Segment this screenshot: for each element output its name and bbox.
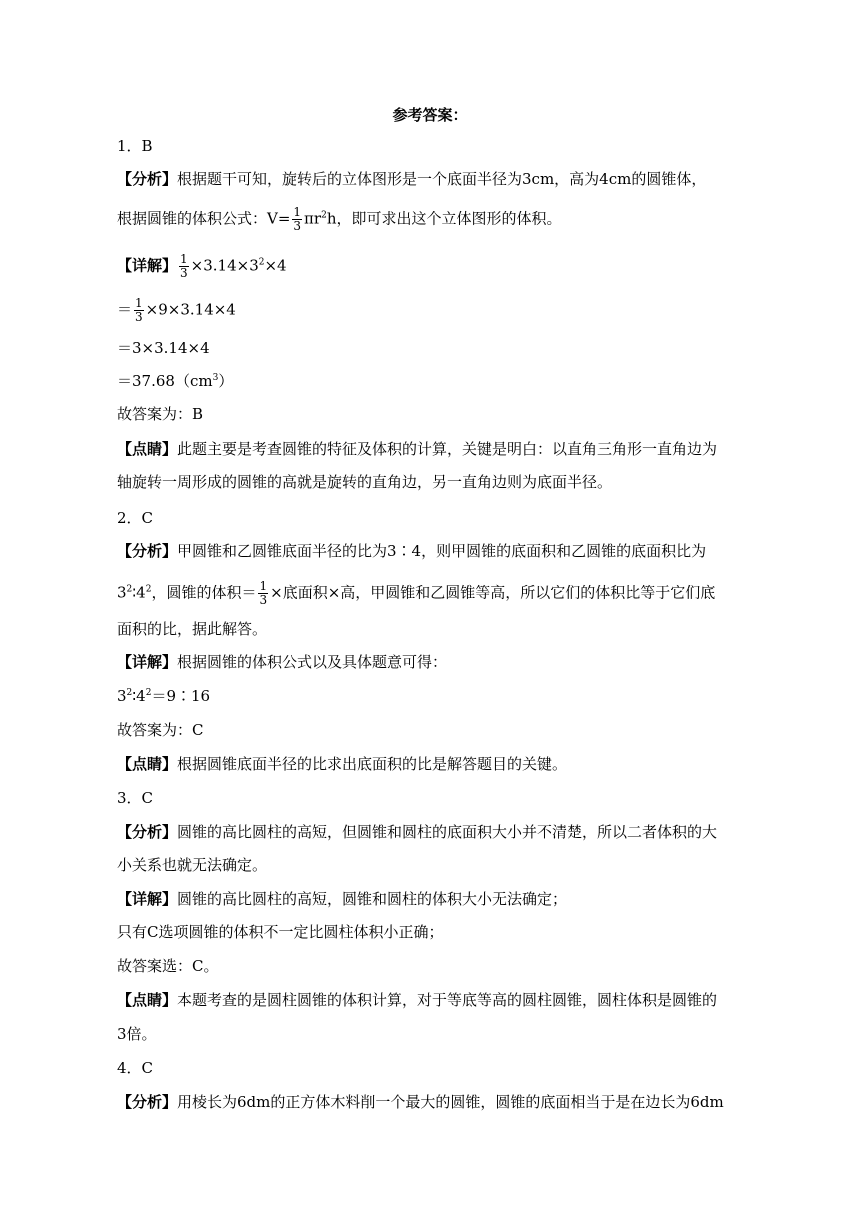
- fraction-numerator: 1: [135, 296, 143, 310]
- q2-comment-text-1: 根据圆锥底面半径的比求出底面积的比是解答题目的关键。: [177, 755, 568, 773]
- q2-detail-2a: 3: [117, 687, 127, 705]
- q2-analysis-2d: ×底面积×高，甲圆锥和乙圆锥等高，所以它们的体积比等于它们底: [270, 583, 716, 602]
- fraction-numerator: 1: [259, 579, 268, 593]
- q3-comment-line-1: [117, 990, 737, 1010]
- q2-analysis-text-1: 甲圆锥和乙圆锥底面半径的比为3∶4，则甲圆锥的底面积和乙圆锥的底面积比为: [177, 542, 707, 560]
- q1-answer: 故答案为：B: [117, 405, 204, 423]
- q3-comment-line-2: 3倍。: [117, 1025, 157, 1043]
- superscript: 2: [126, 688, 133, 698]
- q3-detail-line-2: 只有C选项圆锥的体积不一定比圆柱体积小正确；: [117, 923, 444, 941]
- page-title: 参考答案：: [392, 106, 468, 124]
- q3-detail-text-1: 圆锥的高比圆柱的高短，圆锥和圆柱的体积大小无法确定；: [177, 890, 568, 908]
- question-3-answer: 3．C: [117, 789, 154, 807]
- q2-analysis-line-2: [117, 580, 737, 607]
- q1-step-2-text: ×9×3.14×4: [145, 300, 236, 319]
- q2-analysis-2c: ，圆锥的体积＝: [151, 583, 257, 602]
- fraction-denominator: 3: [180, 266, 188, 280]
- q2-detail-line-1: [117, 652, 737, 672]
- fraction-denominator: 3: [259, 593, 268, 607]
- superscript: 2: [145, 584, 152, 595]
- q1-analysis-line-2: [117, 206, 737, 233]
- q4-analysis-line-1: [117, 1092, 737, 1112]
- fraction-numerator: 1: [293, 205, 302, 219]
- q1-detail-text-1b: ×4: [264, 256, 287, 275]
- q3-analysis-text-1: 圆锥的高比圆柱的高短，但圆锥和圆柱的底面积大小并不清楚，所以二者体积的大: [177, 823, 718, 841]
- analysis-tag: 【分析】: [117, 170, 178, 188]
- q2-analysis-line-1: [117, 541, 737, 561]
- q1-analysis-text-2c: h，即可求出这个立体图形的体积。: [326, 209, 562, 228]
- fraction-one-third: [258, 580, 268, 607]
- superscript: 2: [321, 210, 327, 221]
- q2-analysis-2b: ∶4: [132, 583, 146, 602]
- q1-detail-text-1a: ×3.14×3: [190, 256, 259, 275]
- q2-detail-2b: ∶4: [132, 687, 146, 705]
- detail-tag: 【详解】: [117, 890, 178, 908]
- fraction-denominator: 3: [293, 219, 302, 233]
- q1-analysis-text-2a: 根据圆锥的体积公式：V=: [117, 209, 291, 228]
- equals-sign: ＝: [117, 300, 133, 319]
- detail-tag: 【详解】: [117, 653, 178, 671]
- q1-step-4: [117, 371, 737, 391]
- q1-step-2: [117, 297, 737, 324]
- q1-comment-text-1: 此题主要是考查圆锥的特征及体积的计算，关键是明白：以直角三角形一直角边为: [177, 440, 718, 458]
- detail-tag: 【详解】: [117, 256, 178, 275]
- analysis-tag: 【分析】: [117, 1093, 178, 1111]
- superscript: 2: [145, 688, 152, 698]
- question-1-answer: 1．B: [117, 137, 153, 155]
- fraction-one-third: [134, 297, 144, 324]
- comment-tag: 【点睛】: [117, 440, 178, 458]
- q1-analysis-text-1: 根据题干可知，旋转后的立体图形是一个底面半径为3cm，高为4cm的圆锥体，: [177, 170, 707, 188]
- analysis-tag: 【分析】: [117, 823, 178, 841]
- q1-comment-line-2: 轴旋转一周形成的圆锥的高就是旋转的直角边，另一直角边则为底面半径。: [117, 473, 613, 491]
- q2-detail-text-1: 根据圆锥的体积公式以及具体题意可得：: [177, 653, 448, 671]
- comment-tag: 【点睛】: [117, 755, 178, 773]
- q1-step-4b: ）: [218, 372, 234, 390]
- q2-detail-line-2: [117, 686, 737, 706]
- fraction-one-third: [179, 253, 189, 280]
- q2-analysis-2a: 3: [117, 583, 127, 602]
- q3-analysis-line-2: 小关系也就无法确定。: [117, 856, 268, 874]
- q3-detail-line-1: [117, 889, 737, 909]
- q1-step-3: ＝3×3.14×4: [117, 339, 210, 357]
- analysis-tag: 【分析】: [117, 542, 178, 560]
- superscript: 2: [258, 257, 265, 268]
- question-4-answer: 4．C: [117, 1059, 154, 1077]
- fraction-numerator: 1: [180, 252, 188, 266]
- q1-comment-line-1: [117, 439, 737, 459]
- q2-comment-line-1: [117, 754, 737, 774]
- q1-analysis-line-1: [117, 169, 737, 189]
- q2-detail-2c: ＝9∶16: [151, 687, 211, 705]
- q2-analysis-line-3: 面积的比，据此解答。: [117, 620, 268, 638]
- question-2-answer: 2．C: [117, 509, 154, 527]
- q1-detail-line-1: [117, 253, 737, 280]
- q3-answer: 故答案选：C。: [117, 957, 219, 975]
- fraction-denominator: 3: [135, 310, 143, 324]
- fraction-one-third: [292, 206, 302, 233]
- q1-step-4a: ＝37.68（cm: [117, 372, 213, 390]
- q2-answer: 故答案为：C: [117, 721, 204, 739]
- q4-analysis-text-1: 用棱长为6dm的正方体木料削一个最大的圆锥，圆锥的底面相当于是在边长为6dm: [177, 1093, 724, 1111]
- q1-analysis-text-2b: πr: [304, 209, 322, 228]
- superscript: 3: [212, 373, 219, 383]
- superscript: 2: [126, 584, 133, 595]
- comment-tag: 【点睛】: [117, 991, 178, 1009]
- q3-comment-text-1: 本题考查的是圆柱圆锥的体积计算，对于等底等高的圆柱圆锥，圆柱体积是圆锥的: [177, 991, 718, 1009]
- q3-analysis-line-1: [117, 822, 737, 842]
